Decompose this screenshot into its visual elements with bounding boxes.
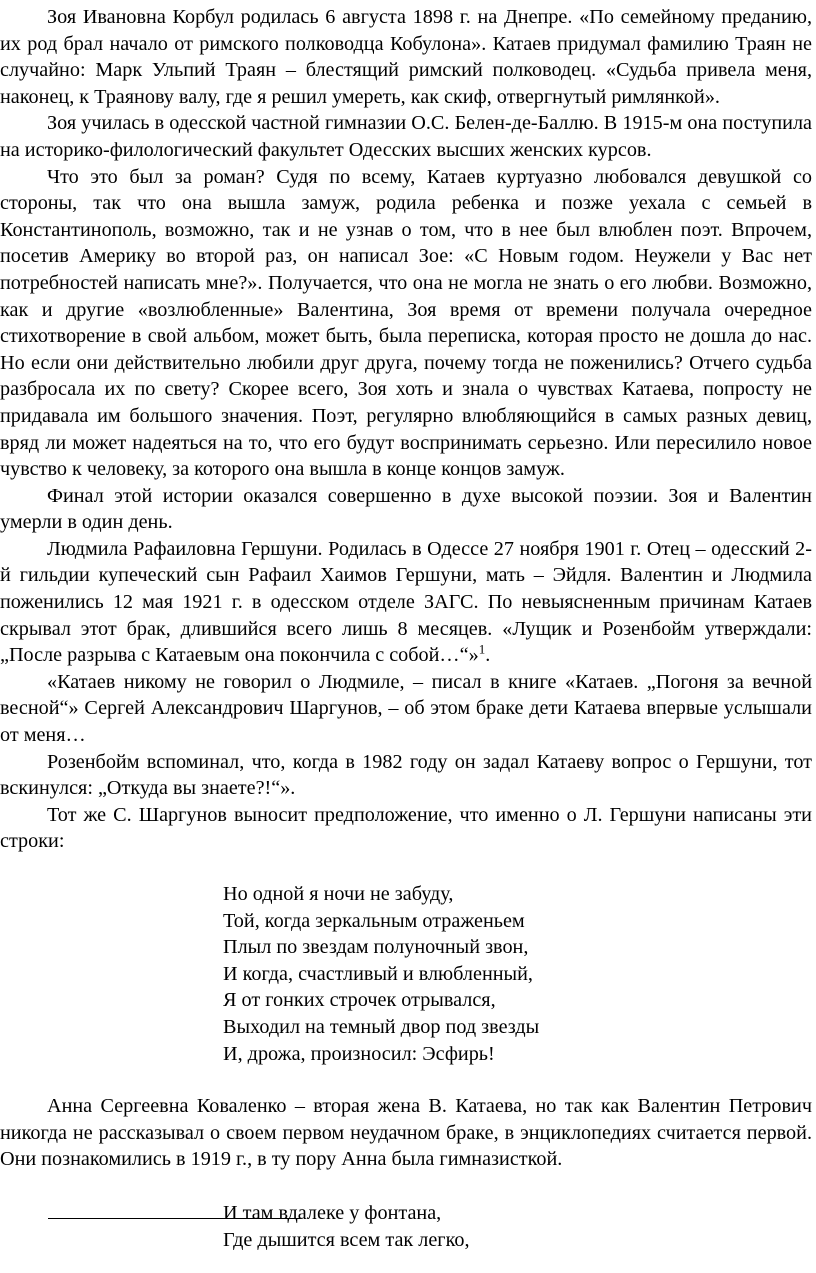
poem-line: Я от гонких строчек отрывался, bbox=[223, 989, 496, 1012]
spacer bbox=[0, 1067, 812, 1093]
paragraph-gershuni-end: . bbox=[485, 644, 491, 667]
document-body bbox=[0, 4, 812, 1253]
paragraph-rozenboim: Розенбойм вспоминал, что, когда в 1982 году он задал Катаеву вопрос о Гершуни, тот вскинулся: „Откуда вы знаете?!“». bbox=[0, 750, 812, 800]
footnote-separator bbox=[48, 1218, 300, 1219]
spacer bbox=[0, 855, 812, 881]
poem-fountain bbox=[0, 1200, 812, 1253]
poem-line: И там вдалеке у фонтана, bbox=[223, 1201, 442, 1224]
poem-line: Выходил на темный двор под звезды bbox=[223, 1015, 540, 1038]
poem-line: Той, когда зеркальным отраженьем bbox=[223, 909, 525, 932]
poem-line: И, дрожа, произносил: Эсфирь! bbox=[223, 1042, 495, 1065]
poem-line: Плыл по звездам полуночный звон, bbox=[223, 936, 529, 959]
paragraph-finale: Финал этой истории оказался совершенно в духе высокой поэзии. Зоя и Валентин умерли в один день. bbox=[0, 484, 812, 534]
spacer bbox=[0, 1173, 812, 1200]
poem-line: Где дышится всем так легко, bbox=[223, 1228, 470, 1251]
paragraph-korbul-origin: Зоя Ивановна Корбул родилась 6 августа 1898 г. на Днепре. «По семейному преданию, их род брал начало от римского полководца Кобулона». Катаев придумал фамилию Траян не случайно: Марк Ульпий Траян – блестящий римский полководец. «Судьба привела меня, наконец, к Траянову валу, где я решил умереть, как скиф, отвергнутый римлянкой». bbox=[0, 6, 812, 108]
poem-esfir bbox=[0, 881, 812, 1067]
paragraph-shargunov-quote: «Катаев никому не говорил о Людмиле, – писал в книге «Катаев. „Погоня за вечной весной“» Сергей Александрович Шаргунов, – об этом браке дети Катаева впервые услышали от меня… bbox=[0, 670, 812, 747]
paragraph-romance-question: Что это был за роман? Судя по всему, Катаев куртуазно любовался девушкой со стороны, так что она вышла замуж, родила ребенка и позже уехала с семьей в Константинополь, возможно, так и не узнав о том, что в нее был влюблен поэт. Впрочем, посетив Америку во второй раз, он написал Зое: «С Новым годом. Неужели у Вас нет потребностей написать мне?». Получается, что она не могла не знать о его любви. Возможно, как и другие «возлюбленные» Валентина, Зоя время от времени получала очередное стихотворение в свой альбом, может быть, была переписка, которая просто не дошла до нас. Но если они действительно любили друг друга, почему тогда не поженились? Отчего судьба разбросала их по свету? Скорее всего, Зоя хоть и знала о чувствах Катаева, попросту не придавала им большого значения. Поэт, регулярно влюбляющийся в самых разных девиц, вряд ли может надеяться на то, что его будут воспринимать серьезно. Или пересилило новое чувство к человеку, за которого она вышла в конце концов замуж. bbox=[0, 165, 812, 481]
poem-line: И когда, счастливый и влюбленный, bbox=[223, 962, 533, 985]
poem-line: Но одной я ночи не забуду, bbox=[223, 883, 454, 905]
paragraph-kovalenko: Анна Сергеевна Коваленко – вторая жена В. Катаева, но так как Валентин Петрович никогда не рассказывал о своем первом неудачном браке, в энциклопедиях считается первой. Они познакомились в 1919 г., в ту пору Анна была гимназисткой. bbox=[0, 1095, 812, 1171]
footnote-marker: 1 bbox=[478, 641, 486, 657]
paragraph-poem-intro: Тот же С. Шаргунов выносит предположение, что именно о Л. Гершуни написаны эти строки: bbox=[0, 803, 812, 853]
paragraph-gershuni-text: Людмила Рафаиловна Гершуни. Родилась в Одессе 27 ноября 1901 г. Отец – одесский 2-й гильдии купеческий сын Рафаил Хаимов Гершуни, мать – Эйдля. Валентин и Людмила поженились 12 мая 1921 г. в одесском отделе ЗАГС. По невыясненным причинам Катаев скрывал этот брак, длившийся всего лишь 8 месяцев. «Лущик и Розенбойм утверждали: „После разрыва с Катаевым она покончила с собой…“» bbox=[0, 537, 812, 667]
paragraph-gershuni bbox=[0, 536, 812, 669]
paragraph-korbul-education: Зоя училась в одесской частной гимназии О.С. Белен-де-Баллю. В 1915-м она поступила на историко-филологический факультет Одесских высших женских курсов. bbox=[0, 112, 812, 161]
